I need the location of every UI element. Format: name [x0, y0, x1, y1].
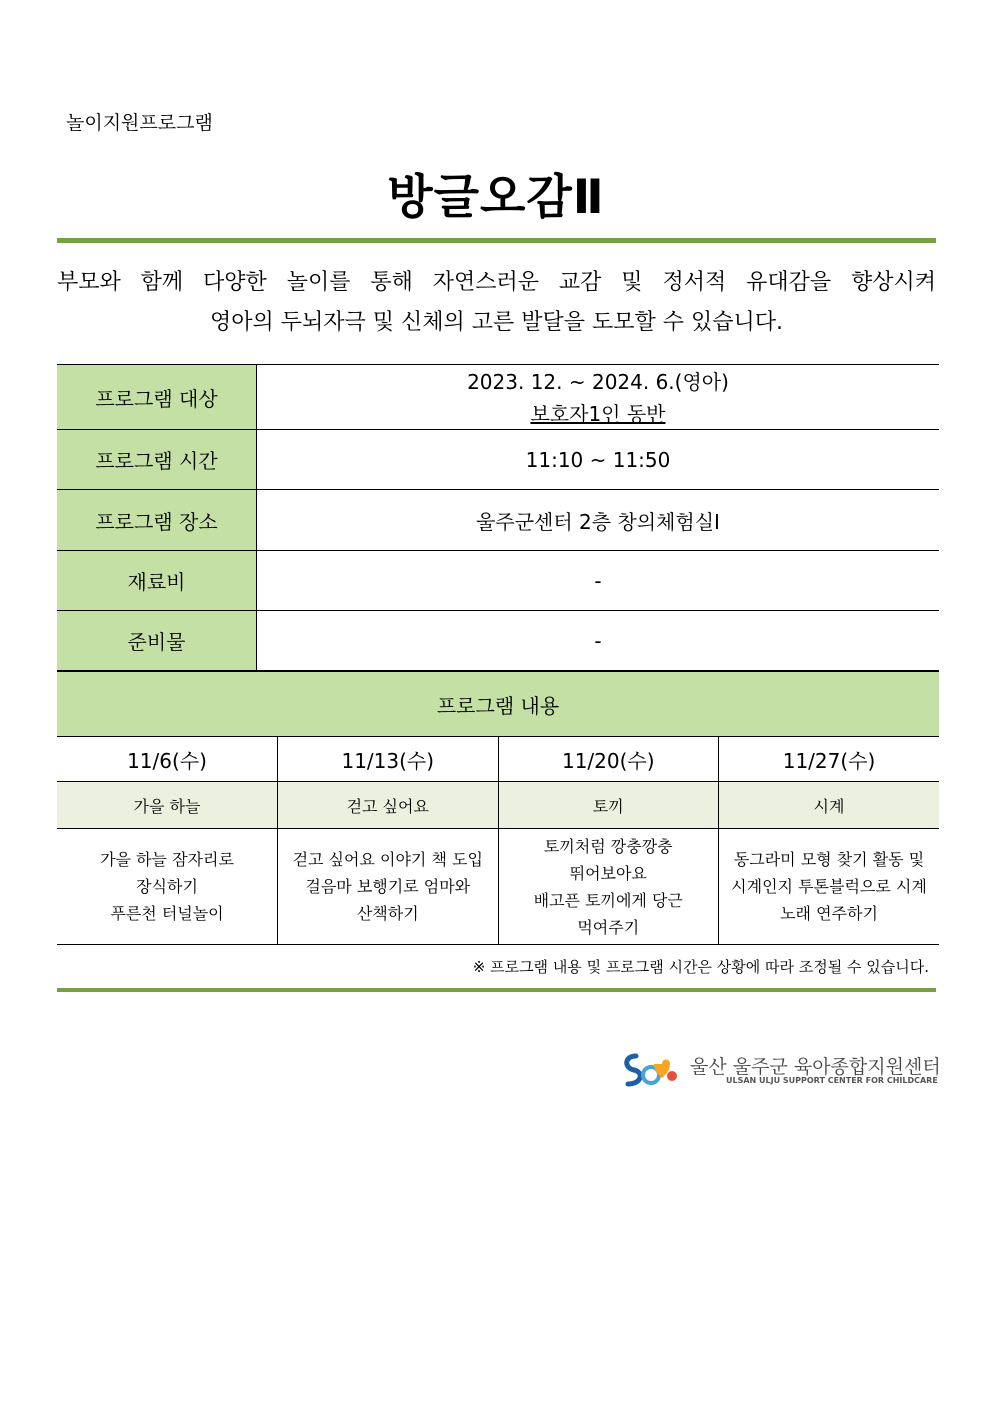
info-label-fee: 재료비 — [57, 551, 257, 611]
description-line: 토끼처럼 깡충깡충 — [543, 836, 673, 856]
session-description — [719, 829, 940, 945]
info-row-place — [57, 490, 939, 551]
session-descriptions-row — [57, 829, 939, 945]
info-label-time: 프로그램 시간 — [57, 430, 257, 490]
logo-name: 울산 울주군 육아종합지원센터 — [690, 1056, 941, 1078]
title-divider — [57, 238, 936, 243]
description-line: 산책하기 — [356, 904, 419, 923]
session-topic: 시계 — [719, 782, 940, 829]
info-row-target — [57, 365, 939, 430]
description-line: 푸른천 터널놀이 — [110, 904, 224, 923]
intro-line-1: 부모와 함께 다양한 놀이를 통해 자연스러운 교감 및 정서적 유대감을 향상시켜 — [57, 270, 936, 295]
description-line: 장식하기 — [136, 877, 198, 896]
info-value-fee: - — [257, 551, 940, 611]
description-line: 시계인지 투톤블럭으로 시계 — [731, 877, 927, 896]
info-label-place: 프로그램 장소 — [57, 490, 257, 551]
description-line: 뛰어보아요 — [569, 863, 647, 883]
description-line: 동그라미 모형 찾기 활동 및 — [733, 850, 925, 869]
session-date: 11/13(수) — [278, 737, 499, 782]
session-description — [278, 829, 499, 945]
description-line: 걸음마 보행기로 엄마와 — [305, 877, 471, 896]
description-line: 걷고 싶어요 이야기 책 도입 — [292, 850, 483, 869]
info-value-time: 11:10 ~ 11:50 — [257, 430, 940, 490]
info-value-prep: - — [257, 611, 940, 671]
session-description — [57, 829, 278, 945]
target-period: 2023. 12. ~ 2024. 6.(영아) — [467, 370, 729, 394]
description-line: 노래 연주하기 — [780, 904, 878, 923]
intro-line-2: 영아의 두뇌자극 및 신체의 고른 발달을 도모할 수 있습니다. — [210, 310, 783, 335]
session-topics-row — [57, 782, 939, 829]
description-line: 가을 하늘 잠자리로 — [100, 850, 234, 869]
info-value-target — [257, 365, 940, 430]
session-topic: 토끼 — [498, 782, 719, 829]
session-date: 11/6(수) — [57, 737, 278, 782]
session-topic: 걷고 싶어요 — [278, 782, 499, 829]
info-row-time — [57, 430, 939, 490]
session-date: 11/20(수) — [498, 737, 719, 782]
schedule-note: ※ 프로그램 내용 및 프로그램 시간은 상황에 따라 조정될 수 있습니다. — [472, 958, 929, 976]
info-row-prep — [57, 611, 939, 671]
intro-text — [57, 263, 936, 343]
bottom-divider — [57, 988, 936, 992]
program-content-table — [57, 671, 939, 945]
info-value-place: 울주군센터 2층 창의체험실Ⅰ — [257, 490, 940, 551]
logo-subtitle: ULSAN ULJU SUPPORT CENTER FOR CHILDCARE — [726, 1076, 938, 1085]
session-topic: 가을 하늘 — [57, 782, 278, 829]
target-companion: 보호자1인 동반 — [530, 402, 666, 426]
description-line: 먹여주기 — [577, 917, 640, 937]
session-date: 11/27(수) — [719, 737, 940, 782]
session-description — [498, 829, 719, 945]
logo-mark-icon — [620, 1050, 680, 1090]
info-label-target: 프로그램 대상 — [57, 365, 257, 430]
center-logo — [620, 1050, 941, 1090]
content-heading: 프로그램 내용 — [57, 672, 939, 737]
program-info-table — [57, 364, 939, 671]
info-row-fee — [57, 551, 939, 611]
description-line: 배고픈 토끼에게 당근 — [533, 890, 683, 910]
content-heading-row — [57, 672, 939, 737]
session-dates-row — [57, 737, 939, 782]
info-label-prep: 준비물 — [57, 611, 257, 671]
page-title: 방글오감Ⅱ — [387, 170, 605, 225]
program-category: 놀이지원프로그램 — [66, 112, 213, 134]
